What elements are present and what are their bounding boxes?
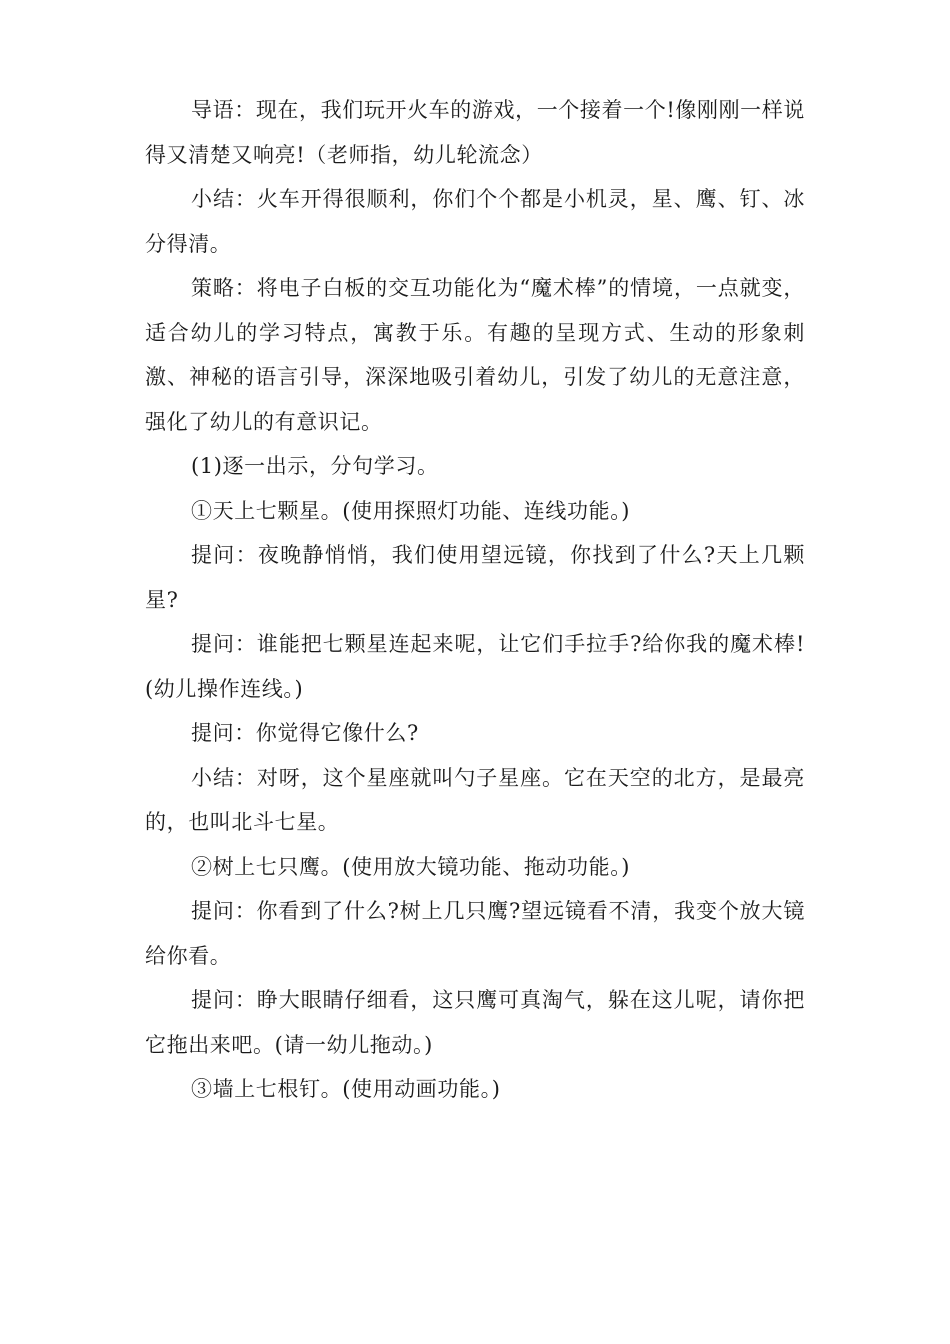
document-body: [145, 88, 805, 1112]
paragraph-summary-big-dipper: 小结：对呀，这个星座就叫勺子星座。它在天空的北方，是最亮的，也叫北斗七星。: [145, 765, 805, 834]
paragraph-intro-train-game: 导语：现在，我们玩开火车的游戏，一个接着一个!像刚刚一样说得又清楚又响亮!（老师指，幼儿轮流念）: [145, 98, 805, 167]
paragraph-nails-heading: ③墙上七根钉。(使用动画功能。): [191, 1077, 501, 1101]
paragraph-question-connect-stars: 提问：谁能把七颗星连起来呢，让它们手拉手?给你我的魔术棒!(幼儿操作连线。): [145, 632, 805, 701]
paragraph-question-drag-eagle: 提问：睁大眼睛仔细看，这只鹰可真淘气，躲在这儿呢，请你把它拖出来吧。(请一幼儿拖动。): [145, 988, 805, 1057]
paragraph-strategy: 策略：将电子白板的交互功能化为“魔术棒”的情境，一点就变，适合幼儿的学习特点，寓教于乐。有趣的呈现方式、生动的形象刺激、神秘的语言引导，深深地吸引着幼儿，引发了幼儿的无意注意，强化了幼儿的有意识记。: [145, 276, 805, 434]
paragraph-eagles-heading: ②树上七只鹰。(使用放大镜功能、拖动功能。): [191, 854, 631, 879]
paragraph-question-magnifier: 提问：你看到了什么?树上几只鹰?望远镜看不清，我变个放大镜给你看。: [145, 899, 805, 968]
paragraph-summary-train: 小结：火车开得很顺利，你们个个都是小机灵，星、鹰、钉、冰分得清。: [145, 187, 805, 256]
paragraph-stars-heading: ①天上七颗星。(使用探照灯功能、连线功能。): [191, 498, 631, 523]
paragraph-step-1-heading: (1)逐一出示，分句学习。: [191, 454, 439, 478]
paragraph-question-shape: 提问：你觉得它像什么?: [191, 721, 419, 745]
paragraph-question-telescope: 提问：夜晚静悄悄，我们使用望远镜，你找到了什么?天上几颗星?: [145, 543, 805, 612]
